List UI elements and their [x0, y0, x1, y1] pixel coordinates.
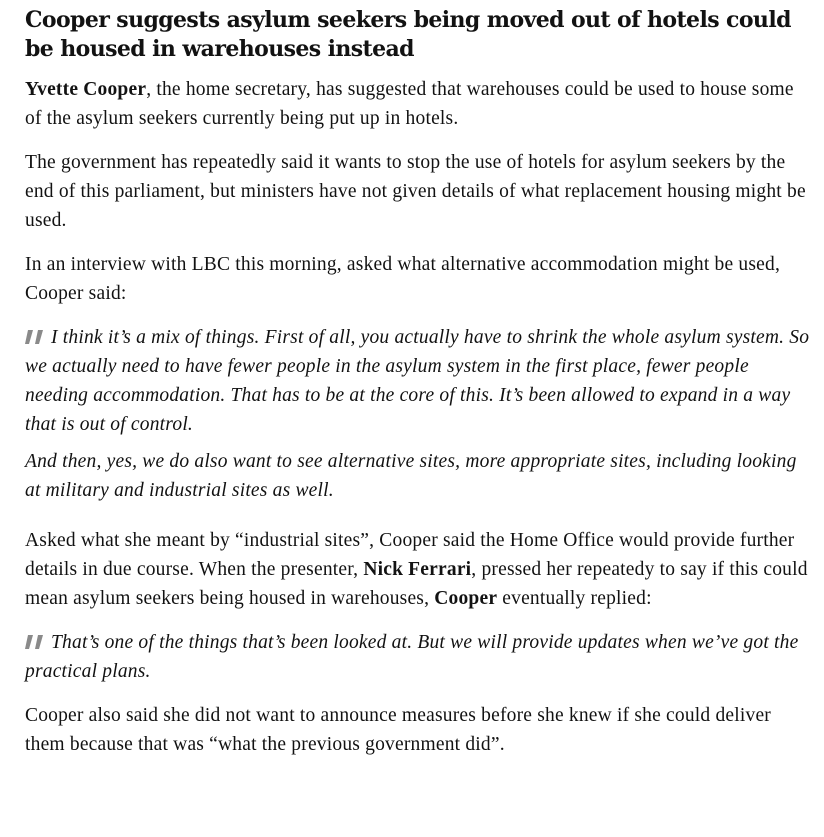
quote-mark-icon	[25, 330, 45, 344]
quote-block-1-continued: And then, yes, we do also want to see alternative sites, more appropriate sites, including looking at military and industrial sites as well.	[25, 451, 797, 501]
paragraph-industrial-sites	[25, 526, 815, 613]
quote-block-1	[25, 323, 815, 439]
paragraph-industrial-text-1: Asked what she meant by “industrial sites”, Cooper said the Home Office would provide further details in due course. When the presenter,	[25, 530, 795, 580]
person-name-nick-ferrari: Nick Ferrari	[363, 559, 472, 580]
quote-block-2	[25, 628, 815, 686]
quote-1-text: I think it’s a mix of things. First of all, you actually have to shrink the whole asylum system. So we actually need to have fewer people in the asylum system in the first place, fewer people needing accommodation. That has to be at the core of this. It’s been allowed to expand in a way that is out of control.	[25, 327, 810, 435]
quote-2-text: That’s one of the things that’s been looked at. But we will provide updates when we’ve got the practical plans.	[25, 632, 799, 682]
person-name-cooper: Cooper	[434, 588, 498, 609]
article-headline: Cooper suggests asylum seekers being moved out of hotels could be housed in warehouses instead	[25, 7, 791, 62]
paragraph-intro	[25, 75, 815, 133]
paragraph-government: The government has repeatedly said it wants to stop the use of hotels for asylum seekers by the end of this parliament, but ministers have not given details of what replacement housing might be used.	[25, 152, 806, 231]
paragraph-industrial-text-3: eventually replied:	[497, 588, 652, 609]
paragraph-interview: In an interview with LBC this morning, asked what alternative accommodation might be used, Cooper said:	[25, 254, 781, 304]
quote-mark-icon	[25, 635, 45, 649]
article-body	[25, 6, 815, 774]
paragraph-intro-text: , the home secretary, has suggested that warehouses could be used to house some of the asylum seekers currently being put up in hotels.	[25, 79, 794, 129]
paragraph-announce-measures: Cooper also said she did not want to announce measures before she knew if she could deliver them because that was “what the previous government did”.	[25, 705, 771, 755]
person-name-yvette-cooper: Yvette Cooper	[25, 79, 147, 100]
paragraph-industrial-text-2: , pressed her repeatedy to say if this could mean asylum seekers being housed in warehouses,	[25, 559, 808, 609]
